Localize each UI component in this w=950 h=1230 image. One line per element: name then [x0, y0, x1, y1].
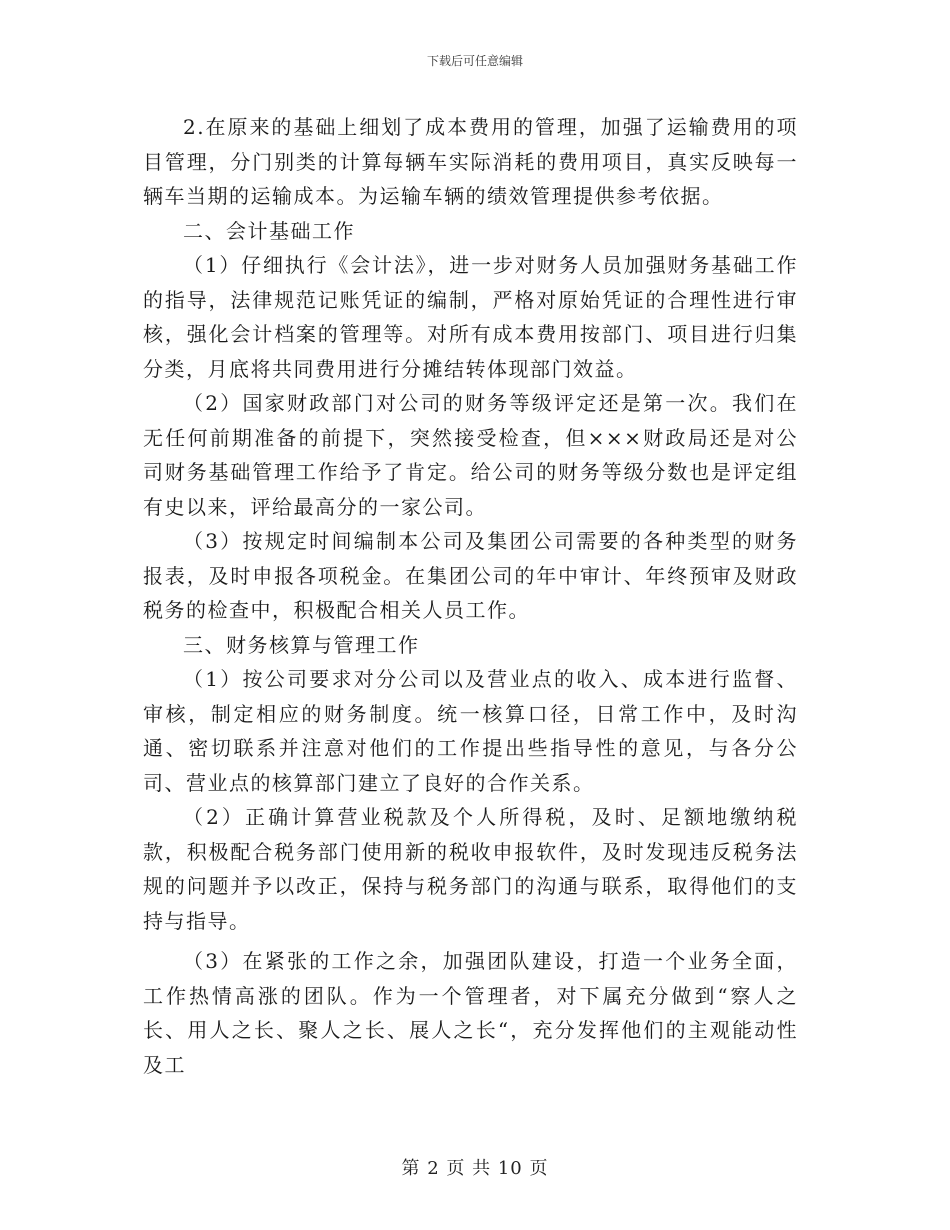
paragraph-branch-supervision: （1）按公司要求对分公司以及营业点的收入、成本进行监督、审核，制定相应的财务制度。统一核算口径，日常工作中，及时沟通、密切联系并注意对他们的工作提出些指导性的意见，与各分公司、营业点的核算部门建立了良好的合作关系。 [143, 667, 798, 795]
page-header-note: 下载后可任意编辑 [426, 54, 523, 68]
page-number: 第 2 页 共 10 页 [401, 1158, 549, 1179]
section-heading-accounting-management: 三、财务核算与管理工作 [183, 632, 420, 657]
paragraph-financial-reports: （3）按规定时间编制本公司及集团公司需要的各种类型的财务报表，及时申报各项税金。在集团公司的年中审计、年终预审及财政税务的检查中，积极配合相关人员工作。 [143, 529, 798, 622]
paragraph-finance-grading: （2）国家财政部门对公司的财务等级评定还是第一次。我们在无任何前期准备的前提下，突然接受检查，但×××财政局还是对公司财务基础管理工作给予了肯定。给公司的财务等级分数也是评定组有史以来，评给最高分的一家公司。 [143, 391, 798, 519]
paragraph-accounting-law: （1）仔细执行《会计法》，进一步对财务人员加强财务基础工作的指导，法律规范记账凭证的编制，严格对原始凭证的合理性进行审核，强化会计档案的管理等。对所有成本费用按部门、项目进行归集分类，月底将共同费用进行分摊结转体现部门效益。 [143, 253, 798, 381]
paragraph-transport-cost: 2.在原来的基础上细划了成本费用的管理，加强了运输费用的项目管理，分门别类的计算每辆车实际消耗的费用项目，真实反映每一辆车当期的运输成本。为运输车辆的绩效管理提供参考依据。 [143, 115, 798, 208]
section-heading-accounting-basics: 二、会计基础工作 [183, 218, 355, 243]
document-body [143, 110, 798, 1082]
paragraph-team-building: （3）在紧张的工作之余，加强团队建设，打造一个业务全面，工作热情高涨的团队。作为一个管理者，对下属充分做到“察人之长、用人之长、聚人之长、展人之长“，充分发挥他们的主观能动性及工 [143, 949, 798, 1077]
paragraph-tax-payment: （2）正确计算营业税款及个人所得税，及时、足额地缴纳税款，积极配合税务部门使用新的税收申报软件，及时发现违反税务法规的问题并予以改正，保持与税务部门的沟通与联系，取得他们的支持与指导。 [143, 805, 798, 933]
